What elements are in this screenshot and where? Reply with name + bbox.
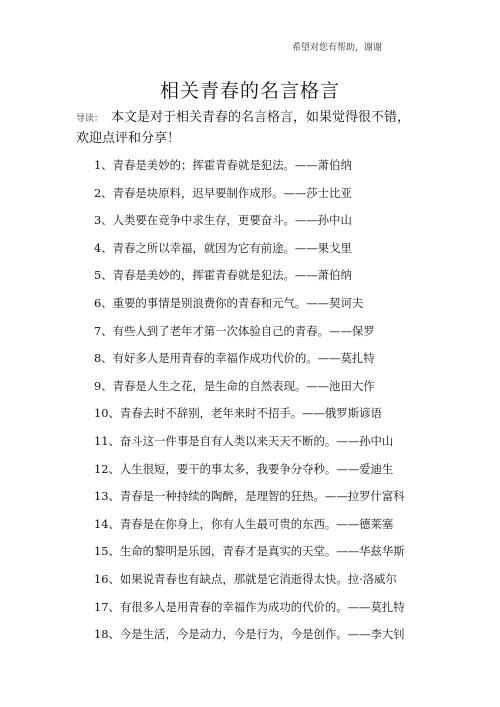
header-note: 希望对您有帮助，谢谢	[291, 43, 382, 53]
quote-item: 9、青春是人生之花，是生命的自然表现。——池田大作	[94, 378, 375, 393]
quote-item: 16、如果说青春也有缺点，那就是它消逝得太快。拉·洛威尔	[94, 571, 397, 586]
quote-item: 6、重要的事情是别浪费你的青春和元气。——契诃夫	[94, 295, 364, 310]
quote-item: 5、青春是美妙的，挥霍青春就是犯法。——萧伯纳	[94, 268, 352, 283]
quote-item: 15、生命的黎明是乐园，青春才是真实的天堂。——华兹华斯	[94, 544, 405, 559]
intro-text: 本文是对于相关青春的名言格言，如果觉得很不错，欢迎点评和分享！	[76, 110, 411, 146]
intro-lead: 导读：	[76, 114, 104, 124]
quote-item: 11、奋斗这一件事是自有人类以来天天不断的。——孙中山	[94, 433, 394, 448]
page-title: 相关青春的名言格言	[159, 80, 340, 102]
quote-item: 10、青春去时不辞别，老年来时不招手。——俄罗斯谚语	[94, 406, 382, 421]
quote-item: 1、青春是美妙的；挥霍青春就是犯法。——萧伯纳	[94, 158, 352, 172]
quote-item: 4、青春之所以幸福，就因为它有前途。——果戈里	[94, 240, 352, 255]
quote-item: 13、青春是一种持续的陶醉，是理智的狂热。——拉罗什富科	[94, 489, 405, 504]
quote-item: 3、人类要在竞争中求生存，更要奋斗。——孙中山	[94, 213, 352, 228]
intro-paragraph	[76, 108, 416, 149]
quote-item: 8、有好多人是用青春的幸福作成功代价的。——莫扎特	[94, 351, 375, 366]
quote-item: 2、青春是块原料，迟早要制作成形。——莎士比亚	[94, 185, 352, 200]
quote-item: 7、有些人到了老年才第一次体验自己的青春。——保罗	[94, 323, 375, 338]
quote-item: 18、今是生活，今是动力，今是行为，今是创作。——李大钊	[94, 627, 405, 642]
quote-item: 14、青春是在你身上，你有人生最可贵的东西。——德莱塞	[94, 516, 394, 531]
quote-item: 12、人生很短，要干的事太多，我要争分夺秒。——爱迪生	[94, 461, 394, 476]
quote-item: 17、有很多人是用青春的幸福作为成功的代价的。——莫扎特	[94, 599, 405, 614]
quote-list	[94, 152, 424, 649]
